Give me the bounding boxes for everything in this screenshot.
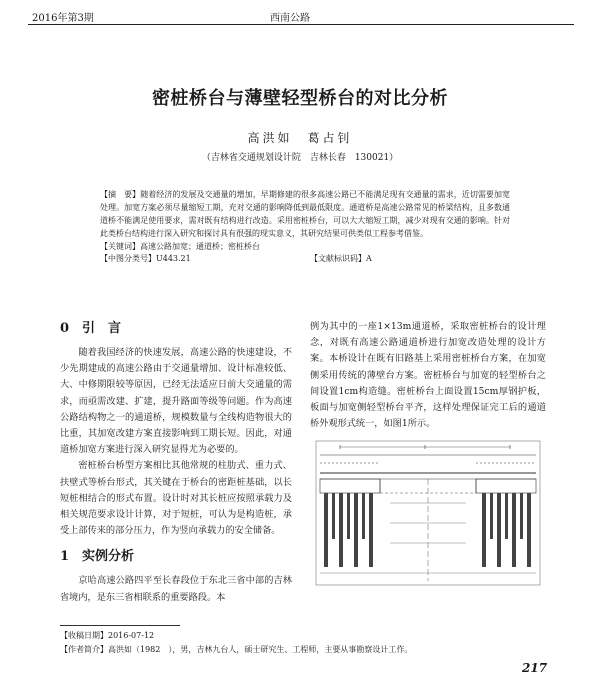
author-affiliation: （吉林省交通规划设计院 吉林长春 130021） xyxy=(201,153,399,163)
intro-paragraph-1: 随着我国经济的快速发展，高速公路的快速建设，不少先期建成的高速公路由于交通量增加、设计标准较低、大、中修期限较等原因，已经无法适应日前大交通量的需求，而亟需改建、扩建，提升路面等级等问题。作为高速公路结构物之一的通道桥，规模数量与全线构造物很大的比重，其加宽改建方案直接影响到工期长短。因此，对通道桥加宽方案进行深入研究显得尤为必要的。 xyxy=(60,347,292,456)
journal-issue: 2016年第3期 xyxy=(32,13,94,24)
page-number: 217 xyxy=(522,661,548,675)
case-study-paragraph-1: 京哈高速公路四平至长春段位于东北三省中部的吉林省境内，是东三省相联系的重要路段。本 xyxy=(60,575,292,603)
section-heading-introduction: 0 引 言 xyxy=(60,321,122,336)
right-column-paragraph: 例为其中的一座1×13m通道桥，采取密桩桥台的设计理念，对既有高速公路通道桥进行加宽改造处理的设计方案。本桥设计在既有旧路基上采用密桩桥台方案，在加宽侧采用传统的薄壁台方案。密桩桥台与加宽的轻型桥台之间设置1cm构造缝。密桩桥台上面设置15cm厚钢护板，板面与加宽侧轻型桥台平齐，这样处理保证完工后的通道桥外观形式统一，如图1所示。 xyxy=(310,321,546,430)
abstract-text: 【摘 要】随着经济的发展及交通量的增加，早期修建的很多高速公路已不能满足现有交通量的需求，近切需要加宽处理。加宽方案必须尽量缩短工期，充对交通的影响降低到最低限度。通道桥是高速公路常见的桥梁结构，且多数通道桥不能满足使用要求，需对既有结构进行改造。采用密桩桥台，可以大大缩短工期，减少对现有交通的影响。针对此类桥台结构进行深入研究和探讨具有很强的现实意义，其研究结果可供类似工程参考借鉴。 xyxy=(100,190,510,238)
author-bio: 【作者简介】高洪如（1982 ），男，吉林九台人，硕士研究生、工程师，主要从事勘察设计工作。 xyxy=(60,645,413,654)
author-names: 高洪如 葛占钊 xyxy=(247,131,353,145)
received-date: 【收稿日期】2016-07-12 xyxy=(60,631,155,640)
section-heading-case-study: 1 实例分析 xyxy=(60,549,135,565)
keywords: 【关键词】高速公路加宽；通道桥；密桩桥台 xyxy=(100,242,260,251)
footnote-rule xyxy=(60,625,180,626)
intro-paragraph-2: 密桩桥台桥型方案相比其他常规的柱肋式、重力式、扶壁式等桥台形式，其关键在于桥台的密距桩基础，以长短桩相结合的形式布置。设计时对其长桩应按照承载力及相关规范要求设计计算，对于短桩，可认为是构造桩，承受上部传来的部分压力，作为竖向承载力的安全储备。 xyxy=(60,460,292,537)
article-title: 密桩桥台与薄壁轻型桥台的对比分析 xyxy=(152,88,448,109)
journal-name: 西南公路 xyxy=(270,13,310,24)
classification-number: 【中图分类号】U443.21 xyxy=(100,254,191,263)
right-column xyxy=(310,319,546,432)
header-rule xyxy=(28,24,574,25)
left-column xyxy=(60,319,292,606)
figure-1-bridge-drawing xyxy=(310,433,546,591)
document-code: 【文献标识码】A xyxy=(310,254,372,263)
